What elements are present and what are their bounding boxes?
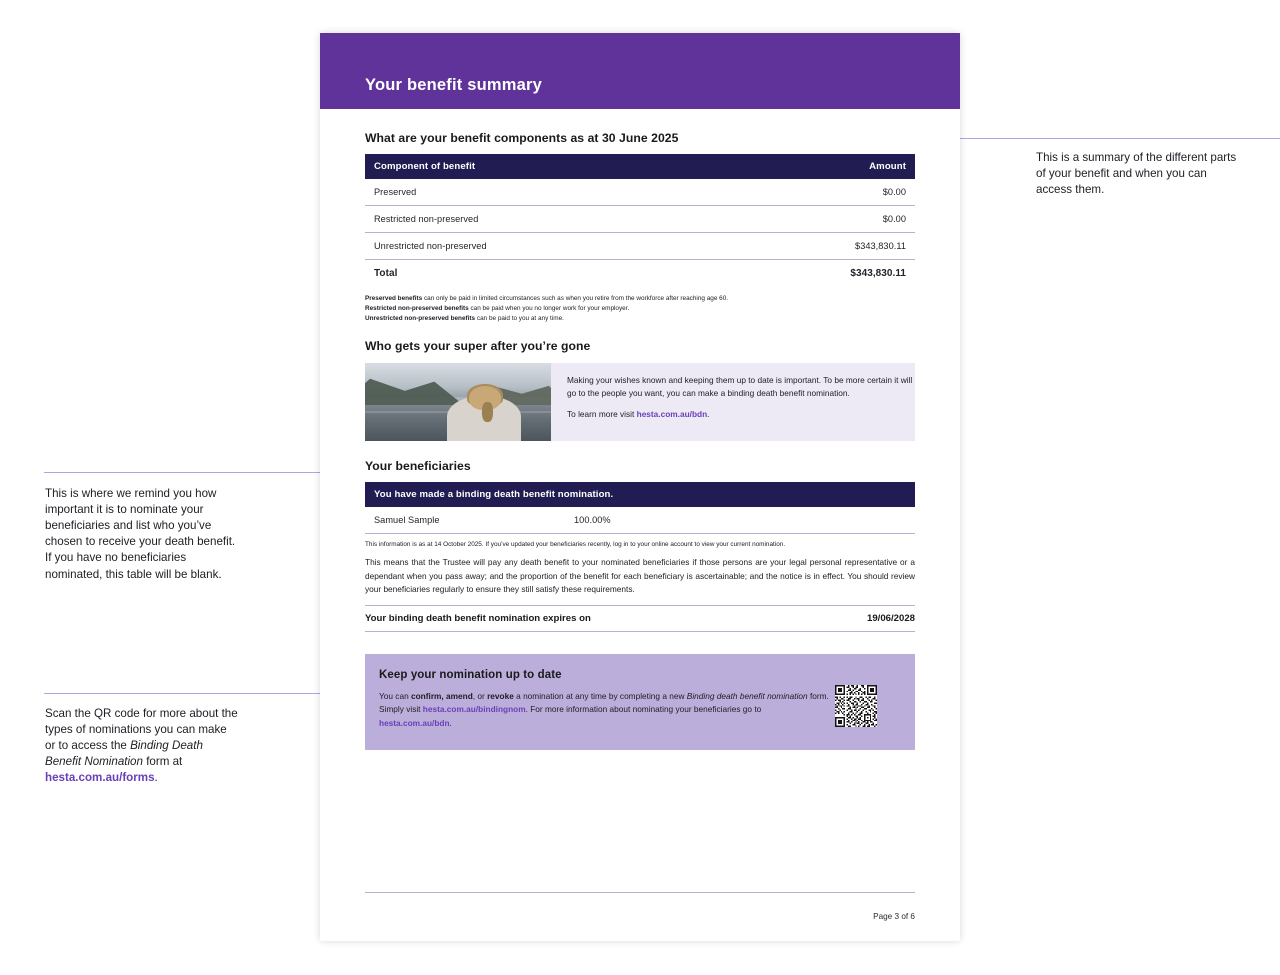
callout-body bbox=[379, 690, 834, 730]
callout-text-4: form. Simply visit bbox=[379, 690, 829, 715]
promo-paragraph-2 bbox=[567, 408, 915, 421]
annotation-left-bottom-link[interactable]: hesta.com.au/forms bbox=[45, 771, 155, 785]
promo-prefix: To learn more visit bbox=[567, 408, 637, 419]
benefit-components-notes bbox=[365, 294, 915, 324]
page-number: Page 3 of 6 bbox=[873, 912, 915, 921]
beneficiaries-banner-row bbox=[365, 482, 915, 507]
super-section-heading: Who gets your super after you’re gone bbox=[365, 338, 591, 353]
callout-text-1: You can bbox=[379, 690, 411, 701]
table-header-row bbox=[365, 154, 915, 179]
expiry-label: Your binding death benefit nomination expires on bbox=[365, 612, 591, 624]
beneficiaries-table bbox=[365, 482, 915, 534]
callout-bold-1: confirm, amend bbox=[411, 690, 473, 701]
callout-text-3: a nomination at any time by completing a new bbox=[513, 690, 687, 701]
note-line bbox=[365, 294, 915, 304]
benefit-components-table bbox=[365, 154, 915, 287]
annotation-left-bottom-text-2: form at bbox=[142, 755, 183, 769]
connector-line-right-top bbox=[932, 138, 1280, 139]
qr-code-icon[interactable] bbox=[835, 685, 877, 727]
total-amount: $343,830.11 bbox=[850, 268, 906, 279]
photo-person-braid bbox=[482, 402, 493, 422]
beneficiary-row bbox=[365, 507, 915, 534]
page-title: Your benefit summary bbox=[365, 76, 542, 94]
trustee-paragraph: This means that the Trustee will pay any death benefit to your nominated beneficiaries if those persons are your legal personal representative or a dependant when you pass away; and the proportion of the benefit for each beneficiary is ascertainable; and the notice is in effect. You should review your beneficiaries regularly to ensure they still satisfy these requirements. bbox=[365, 557, 915, 595]
annotation-left-bottom-italic: Binding Death Benefit Nomination bbox=[45, 739, 203, 769]
note-bold: Unrestricted non-preserved benefits bbox=[365, 314, 476, 322]
callout-title: Keep your nomination up to date bbox=[379, 668, 562, 681]
table-row bbox=[365, 206, 915, 233]
beneficiaries-asat-note: This information is as at 14 October 2025. If you’ve updated your beneficiaries recently, log in to your online account to view your current nomination. bbox=[365, 540, 786, 548]
note-bold: Restricted non-preserved benefits bbox=[365, 304, 469, 312]
callout-link-bindingnom[interactable]: hesta.com.au/bindingnom bbox=[422, 704, 526, 715]
callout-text-2: , or bbox=[472, 690, 488, 701]
annotation-left-bottom-text-3: . bbox=[154, 771, 158, 785]
annotation-left-bottom-text-1: Scan the QR code for more about the types of nominations you can make or to access the bbox=[45, 707, 238, 753]
total-label: Total bbox=[374, 268, 398, 279]
qr-code-svg bbox=[835, 685, 877, 727]
callout-link-bdn[interactable]: hesta.com.au/bdn bbox=[379, 717, 450, 728]
note-rest: can be paid when you no longer work for your employer. bbox=[468, 304, 630, 312]
note-line bbox=[365, 314, 915, 324]
callout-italic-1: Binding death benefit nomination bbox=[686, 690, 808, 701]
benefit-components-heading: What are your benefit components as at 30 June 2025 bbox=[365, 131, 679, 145]
column-header-component: Component of benefit bbox=[365, 154, 717, 179]
component-label: Preserved bbox=[365, 179, 717, 206]
beneficiary-proportion: 100.00% bbox=[565, 507, 915, 534]
note-rest: can be paid to you at any time. bbox=[475, 314, 564, 322]
note-bold: Preserved benefits bbox=[365, 295, 423, 302]
page-content bbox=[365, 131, 915, 750]
table-row bbox=[365, 179, 915, 206]
beneficiary-name: Samuel Sample bbox=[365, 507, 565, 534]
callout-text-6: . bbox=[449, 717, 452, 728]
document-page bbox=[320, 33, 960, 941]
note-line bbox=[365, 304, 915, 314]
expiry-date: 19/06/2028 bbox=[866, 612, 915, 624]
promo-suffix: . bbox=[707, 408, 710, 419]
annotation-left-bottom bbox=[45, 706, 240, 787]
annotation-left-middle: This is where we remind you how important it is to nominate your beneficiaries and list who you’ve chosen to receive your death benefit. If you have no beneficiaries nominated, this table will be blank. bbox=[45, 487, 236, 581]
component-amount: $343,830.11 bbox=[717, 233, 915, 260]
annotation-right-top: This is a summary of the different parts of your benefit and when you can access them. bbox=[1036, 151, 1237, 197]
callout-text-5: . For more information about nominating your beneficiaries go to bbox=[525, 704, 762, 715]
promo-photo bbox=[365, 363, 551, 441]
beneficiaries-banner: You have made a binding death benefit nomination. bbox=[365, 482, 915, 507]
promo-link[interactable]: hesta.com.au/bdn bbox=[636, 408, 708, 419]
note-rest: can only be paid in limited circumstances such as when you retire from the workforce after reaching age 60. bbox=[422, 295, 729, 302]
connector-line-left-bottom bbox=[44, 693, 350, 694]
promo-band bbox=[365, 363, 915, 441]
component-amount: $0.00 bbox=[717, 179, 915, 206]
table-row-total bbox=[365, 260, 915, 288]
component-label: Restricted non-preserved bbox=[365, 206, 717, 233]
promo-paragraph-1: Making your wishes known and keeping them up to date is important. To be more certain it will go to the people you want, you can make a binding death benefit nomination. bbox=[567, 374, 913, 399]
promo-text bbox=[551, 363, 915, 441]
nomination-expiry-row bbox=[365, 605, 915, 632]
page-banner bbox=[320, 33, 960, 109]
callout-bold-2: revoke bbox=[487, 690, 514, 701]
connector-line-left-middle bbox=[44, 472, 350, 473]
nomination-callout bbox=[365, 654, 915, 750]
column-header-amount: Amount bbox=[717, 154, 915, 179]
beneficiaries-heading: Your beneficiaries bbox=[365, 458, 471, 473]
component-amount: $0.00 bbox=[717, 206, 915, 233]
table-row bbox=[365, 233, 915, 260]
component-label: Unrestricted non-preserved bbox=[365, 233, 717, 260]
footer-divider bbox=[365, 892, 915, 893]
